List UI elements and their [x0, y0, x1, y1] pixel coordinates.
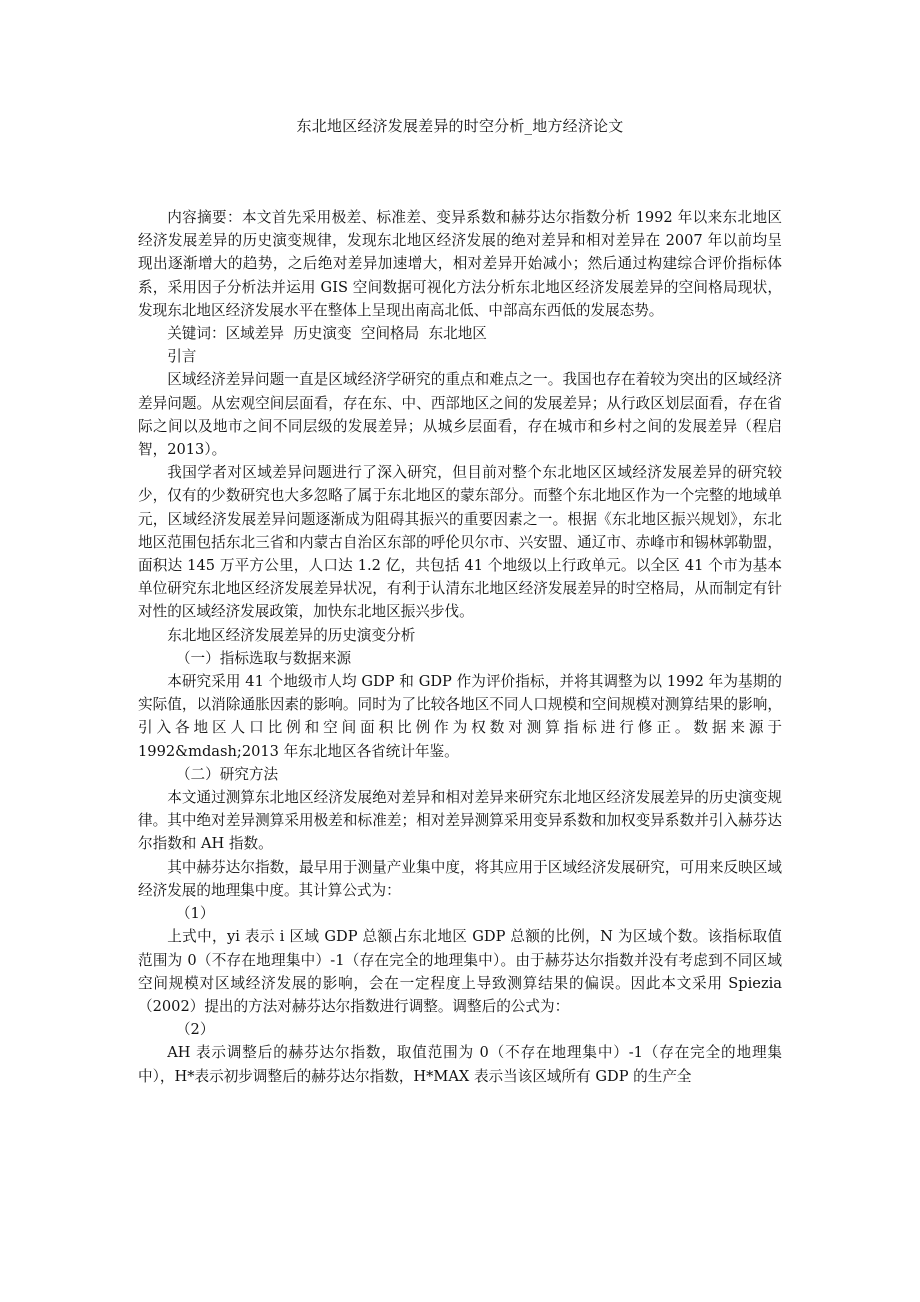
body-paragraph: 本研究采用 41 个地级市人均 GDP 和 GDP 作为评价指标，并将其调整为以 1992 年为基期的实际值，以消除通胀因素的影响。同时为了比较各地区不同人口规模和空间规模对测算结果的影响，引入各地区人口比例和空间面积比例作为权数对测算指标进行修正。数据来源于 1992&mdash;2013 年东北地区各省统计年鉴。 [138, 673, 782, 760]
section-heading-introduction: 引言 [167, 348, 197, 366]
body-paragraph: 上式中，yi 表示 i 区域 GDP 总额占东北地区 GDP 总额的比例，N 为区域个数。该指标取值范围为 0（不存在地理集中）-1（存在完全的地理集中）。由于赫芬达尔指数并没有考虑到不同区域空间规模对区域经济发展的影响，会在一定程度上导致测算结果的偏误。因此本文采用 Spiezia（2002）提出的方法对赫芬达尔指数进行调整。调整后的公式为： [138, 928, 782, 1015]
subsection-heading-indicators: （一）指标选取与数据来源 [175, 649, 352, 667]
abstract-paragraph: 内容摘要：本文首先采用极差、标准差、变异系数和赫芬达尔指数分析 1992 年以来东北地区经济发展差异的历史演变规律，发现东北地区经济发展的绝对差异和相对差异在 2007 年以前均呈现出逐渐增大的趋势，之后绝对差异加速增大，相对差异开始减小；然后通过构建综合评价指标体系，采用因子分析法并运用 GIS 空间数据可视化方法分析东北地区经济发展差异的空间格局现状，发现东北地区经济发展水平在整体上呈现出南高北低、中部高东西低的发展态势。 [138, 209, 782, 319]
body-paragraph: 本文通过测算东北地区经济发展绝对差异和相对差异来研究东北地区经济发展差异的历史演变规律。其中绝对差异测算采用极差和标准差；相对差异测算采用变异系数和加权变异系数并引入赫芬达尔指数和 AH 指数。 [138, 789, 782, 853]
document-body [138, 206, 782, 1088]
keywords-line: 关键词：区域差异 历史演变 空间格局 东北地区 [167, 325, 487, 343]
section-heading-history: 东北地区经济发展差异的历史演变分析 [167, 626, 416, 644]
subsection-heading-methods: （二）研究方法 [175, 765, 279, 783]
body-paragraph: AH 表示调整后的赫芬达尔指数，取值范围为 0（不存在地理集中）-1（存在完全的地理集中），H*表示初步调整后的赫芬达尔指数，H*MAX 表示当该区域所有 GDP 的生产全 [138, 1044, 782, 1085]
document-title: 东北地区经济发展差异的时空分析_地方经济论文 [296, 117, 624, 135]
body-paragraph: 其中赫芬达尔指数，最早用于测量产业集中度，将其应用于区域经济发展研究，可用来反映区域经济发展的地理集中度。其计算公式为： [138, 858, 782, 899]
body-paragraph: 区域经济差异问题一直是区域经济学研究的重点和难点之一。我国也存在着较为突出的区域经济差异问题。从宏观空间层面看，存在东、中、西部地区之间的发展差异；从行政区划层面看，存在省际之间以及地市之间不同层级的发展差异；从城乡层面看，存在城市和乡村之间的发展差异（程启智，2013）。 [138, 371, 782, 459]
body-paragraph: 我国学者对区域差异问题进行了深入研究，但目前对整个东北地区区域经济发展差异的研究较少，仅有的少数研究也大多忽略了属于东北地区的蒙东部分。而整个东北地区作为一个完整的地域单元，区域经济发展差异问题逐渐成为阻碍其振兴的重要因素之一。根据《东北地区振兴规划》，东北地区范围包括东北三省和内蒙古自治区东部的呼伦贝尔市、兴安盟、通辽市、赤峰市和锡林郭勒盟，面积达 145 万平方公里，人口达 1.2 亿，共包括 41 个地级以上行政单元。以全区 41 个市为基本单位研究东北地区经济发展差异状况，有利于认清东北地区经济发展差异的时空格局，从而制定有针对性的区域经济发展政策，加快东北地区振兴步伐。 [138, 464, 782, 621]
formula-label-1: （1） [175, 905, 215, 923]
formula-label-2: （2） [175, 1021, 215, 1039]
